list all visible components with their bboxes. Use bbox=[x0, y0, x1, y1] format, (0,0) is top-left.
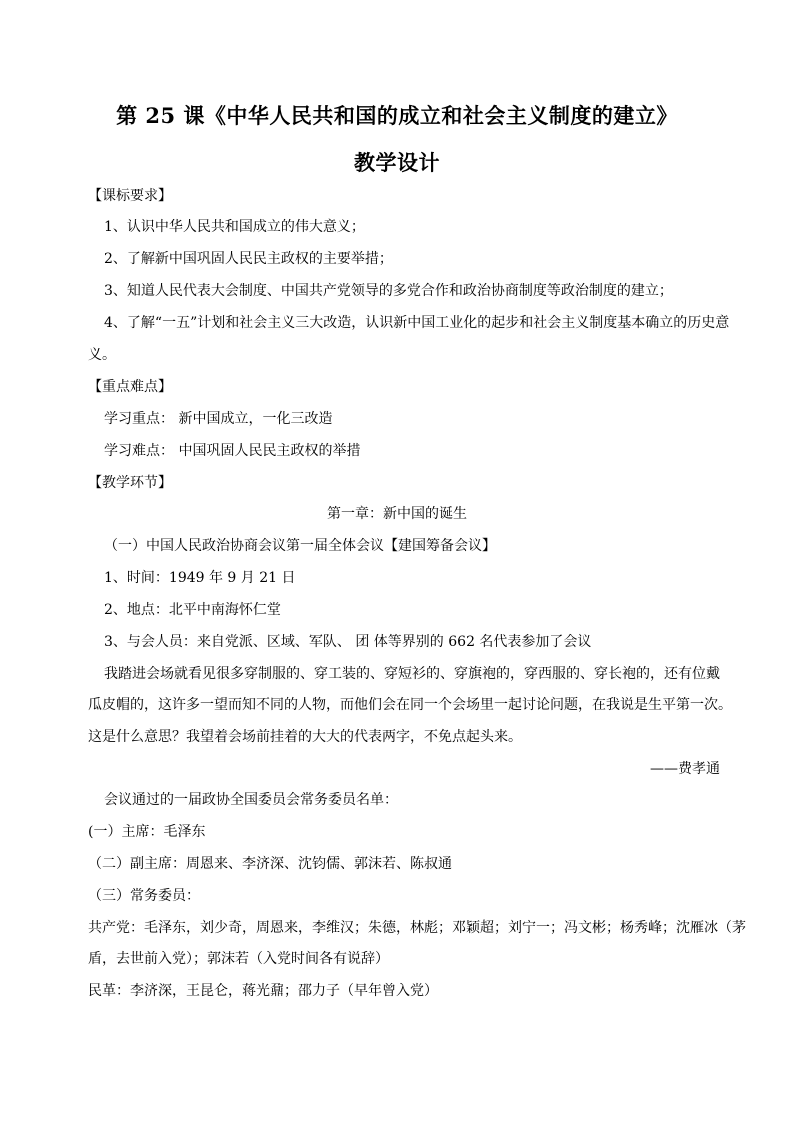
cpc-line-1: 共产党：毛泽东，刘少奇，周恩来，李维汉；朱德，林彪；邓颖超；刘宁一；冯文彬；杨秀峰；沈雁冰（茅 bbox=[88, 920, 746, 936]
key-heading: 【重点难点】 bbox=[88, 379, 172, 395]
curriculum-item-4-cont: 义。 bbox=[88, 347, 116, 363]
quote-author: ——费孝通 bbox=[650, 761, 720, 777]
teaching-heading: 【教学环节】 bbox=[88, 475, 172, 491]
cpc-line-2: 盾，去世前入党）；郭沫若（入党时间各有说辞） bbox=[88, 951, 389, 967]
committee-intro: 会议通过的一届政协全国委员会常务委员名单： bbox=[104, 792, 398, 808]
chapter-title: 第一章：新中国的诞生 bbox=[327, 506, 467, 522]
curriculum-heading: 【课标要求】 bbox=[88, 188, 172, 204]
key-focus: 学习重点： 新中国成立，一化三改造 bbox=[104, 411, 333, 427]
standing-heading: （三）常务委员： bbox=[88, 888, 200, 904]
curriculum-item-3: 3、知道人民代表大会制度、中国共产党领导的多党合作和政治协商制度等政治制度的建立； bbox=[104, 283, 673, 299]
chairman: (一）主席：毛泽东 bbox=[88, 824, 206, 840]
quote-line-2: 瓜皮帽的，这许多一望而知不同的人物，而他们会在同一个会场里一起讨论问题，在我说是生平第一次。 bbox=[88, 697, 732, 713]
part1-time: 1、时间：1949 年 9 月 21 日 bbox=[104, 570, 296, 586]
vice-chairmen: （二）副主席：周恩来、李济深、沈钧儒、郭沫若、陈叔通 bbox=[88, 856, 452, 872]
part1-title: （一）中国人民政治协商会议第一届全体会议【建国筹备会议】 bbox=[104, 538, 496, 554]
part1-place: 2、地点：北平中南海怀仁堂 bbox=[104, 602, 281, 618]
curriculum-item-1: 1、认识中华人民共和国成立的伟大意义； bbox=[104, 219, 365, 235]
quote-line-1: 我踏进会场就看见很多穿制服的、穿工装的、穿短衫的、穿旗袍的，穿西服的、穿长袍的，还有位戴 bbox=[104, 666, 720, 682]
kmt-rev-line: 民革：李济深，王昆仑，蒋光鼐；邵力子（早年曾入党） bbox=[88, 983, 438, 999]
curriculum-item-4: 4、了解“一五”计划和社会主义三大改造，认识新中国工业化的起步和社会主义制度基本确立的历史意 bbox=[104, 315, 730, 331]
key-difficulty: 学习难点： 中国巩固人民民主政权的举措 bbox=[104, 443, 361, 459]
part1-attendees: 3、与会人员：来自党派、区域、军队、 团 体等界别的 662 名代表参加了会议 bbox=[104, 634, 592, 650]
curriculum-item-2: 2、了解新中国巩固人民民主政权的主要举措； bbox=[104, 251, 393, 267]
quote-line-3: 这是什么意思？我望着会场前挂着的大大的代表两字，不免点起头来。 bbox=[88, 729, 522, 745]
document-title: 第 25 课《中华人民共和国的成立和社会主义制度的建立》 bbox=[116, 103, 678, 128]
document-subtitle: 教学设计 bbox=[354, 150, 440, 175]
